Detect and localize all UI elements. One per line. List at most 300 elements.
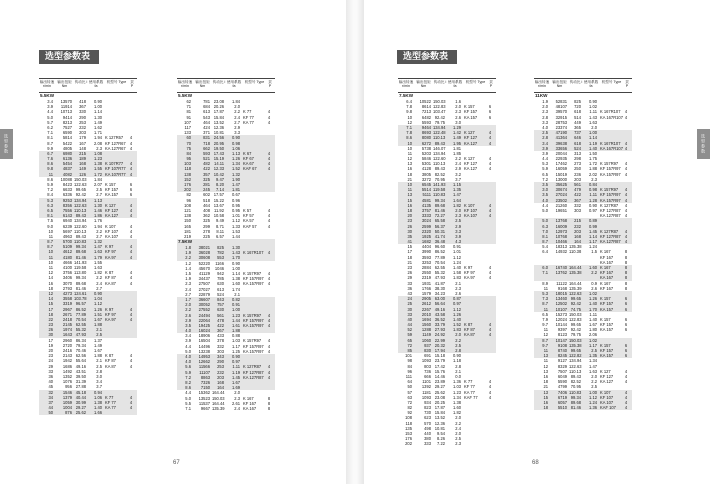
table-cell: 1149 bbox=[422, 332, 431, 338]
left-page bbox=[0, 0, 346, 484]
table-cell: 1.01 bbox=[232, 213, 240, 219]
table-cell: 1.40 bbox=[94, 405, 102, 411]
table-cell: 92.42 bbox=[570, 327, 581, 333]
table-cell: 2.7 bbox=[96, 233, 102, 239]
row-group bbox=[177, 135, 275, 192]
table-cell: 8 bbox=[624, 280, 628, 286]
table-cell: 13460 bbox=[555, 296, 567, 302]
table-cell: K 127R87 bbox=[600, 202, 619, 208]
row-group bbox=[398, 146, 496, 182]
table-cell: 1.63 bbox=[589, 368, 597, 374]
table-cell: 1.00 bbox=[94, 104, 102, 110]
table-cell: 1.94 bbox=[94, 135, 102, 141]
table-cell: 2.8 bbox=[542, 114, 548, 120]
table-cell: KA 77 bbox=[464, 389, 475, 395]
table-cell: 1.06 bbox=[94, 394, 102, 400]
table-cell: 1.30 bbox=[94, 202, 102, 208]
column-header: 输出转速 r/min bbox=[177, 80, 193, 89]
table-cell: 33 bbox=[407, 280, 412, 286]
table-cell: KF 167 bbox=[600, 254, 614, 260]
table-cell: 44 bbox=[48, 405, 53, 411]
table-cell: 4 bbox=[624, 228, 628, 234]
table-cell: 13000 bbox=[555, 176, 567, 182]
table-cell: 5846 bbox=[421, 156, 431, 162]
table-cell: 8 bbox=[624, 265, 628, 270]
table-cell: 1.9 bbox=[185, 276, 191, 282]
table-cell bbox=[129, 410, 135, 415]
table-cell: 8 bbox=[624, 249, 628, 255]
table-cell: 6.7 bbox=[47, 150, 53, 156]
table-cell: 6 bbox=[624, 342, 628, 348]
table-cell: 9.49 bbox=[216, 218, 224, 224]
table-cell: 2.7 bbox=[96, 192, 102, 198]
table-cell: 10466 bbox=[555, 239, 567, 245]
table-cell: 12662 bbox=[198, 359, 210, 365]
table-cell: 96.57 bbox=[75, 301, 86, 307]
table-cell: 15019 bbox=[555, 171, 567, 177]
table-cell: 1.63 bbox=[94, 249, 102, 255]
table-cell: 99.65 bbox=[75, 187, 86, 193]
table-cell: 1.08 bbox=[94, 150, 102, 156]
table-cell: 92 bbox=[407, 410, 412, 416]
table-cell: 1931 bbox=[421, 280, 431, 286]
table-cell: 164.44 bbox=[212, 390, 225, 396]
table-cell: 203 bbox=[79, 130, 86, 136]
row-group bbox=[177, 354, 275, 390]
table-cell: 12.36 bbox=[434, 420, 445, 426]
column-header: 机型号 Type bbox=[601, 80, 622, 84]
column-header: 机型号 Type bbox=[465, 80, 486, 84]
table-cell: 141.93 bbox=[74, 259, 87, 265]
table-cell: 24 bbox=[407, 296, 412, 302]
table-cell: 41.87 bbox=[434, 280, 445, 286]
table-cell: 168 bbox=[217, 379, 224, 385]
table-cell: 8.1 bbox=[47, 213, 53, 219]
table-cell: 62.55 bbox=[434, 265, 445, 270]
table-cell: 41129 bbox=[198, 271, 210, 276]
table-cell: 4 bbox=[267, 156, 271, 162]
table-cell: 70.54 bbox=[75, 316, 86, 322]
table-cell: 2.0 bbox=[234, 104, 240, 110]
table-cell: 10 bbox=[407, 145, 412, 151]
table-cell: 13 bbox=[543, 389, 548, 395]
table-cell: 5111 bbox=[422, 192, 431, 198]
row-group bbox=[534, 130, 632, 151]
table-cell: 33 bbox=[407, 311, 412, 317]
table-cell: 1.32 bbox=[232, 171, 240, 177]
table-cell: 2.0 bbox=[455, 332, 461, 338]
table-cell: 2.0 bbox=[185, 302, 191, 308]
table-cell: KF 107R77 bbox=[105, 166, 126, 172]
table-cell: 32915 bbox=[555, 114, 567, 120]
table-cell: 4135 bbox=[421, 202, 431, 208]
table-cell: 121 bbox=[184, 207, 191, 213]
table-cell: 6.0 bbox=[542, 265, 548, 270]
table-cell: 4 bbox=[129, 363, 133, 369]
table-cell: 4 bbox=[624, 399, 628, 405]
table-cell: 2.1 bbox=[455, 280, 461, 286]
table-cell: 99.34 bbox=[570, 394, 581, 400]
table-header bbox=[39, 78, 137, 93]
table-cell: 8.26 bbox=[437, 436, 445, 442]
table-cell: 1.00 bbox=[589, 389, 597, 395]
table-cell: 122.83 bbox=[569, 316, 582, 322]
table-cell: 6.5 bbox=[542, 311, 548, 317]
table-cell: K 157 bbox=[105, 182, 116, 187]
table-cell: 4 bbox=[129, 394, 133, 400]
row-group bbox=[534, 358, 632, 389]
table-cell: K 167R107 bbox=[600, 109, 621, 115]
table-header bbox=[398, 78, 496, 93]
table-cell: 2.5 bbox=[542, 130, 548, 136]
table-cell: 313 bbox=[574, 150, 581, 156]
column-header: 传动比 i bbox=[74, 80, 88, 84]
table-cell: 4 bbox=[267, 213, 271, 219]
table-cell: 39.50 bbox=[75, 373, 86, 379]
table-cell: 2.61 bbox=[232, 400, 240, 406]
table-cell: 9108 bbox=[557, 342, 567, 348]
table-cell: KAF 67 bbox=[243, 166, 257, 172]
table-cell: 72 bbox=[407, 399, 412, 405]
table-cell: 5593 bbox=[421, 119, 431, 125]
table-cell: 4273 bbox=[62, 290, 72, 296]
table-cell: 11 bbox=[543, 348, 548, 353]
table-cell: 1.8 bbox=[185, 245, 191, 251]
table-cell: 1942 bbox=[62, 358, 72, 364]
table-cell: 1.30 bbox=[232, 245, 240, 251]
table-cell: 70.54 bbox=[434, 259, 445, 265]
table-cell: 1.83 bbox=[453, 327, 461, 333]
table-cell: 2.08 bbox=[94, 140, 102, 146]
table-cell: 2.1 bbox=[455, 368, 461, 374]
table-cell: 17.87 bbox=[213, 109, 224, 115]
table-cell: 4 bbox=[624, 187, 628, 193]
table-cell: 110.83 bbox=[569, 389, 582, 395]
table-cell: 4 bbox=[129, 405, 133, 411]
table-cell: 9.9 bbox=[47, 145, 53, 151]
table-cell: 45.18 bbox=[75, 389, 86, 395]
table-cell: 11 bbox=[407, 187, 412, 193]
table-cell: 12502 bbox=[555, 301, 567, 307]
table-cell: KF 127 bbox=[600, 373, 614, 379]
table-cell: 9.0 bbox=[47, 223, 53, 229]
table-cell: 150.03 bbox=[433, 99, 446, 104]
table-cell: 215 bbox=[79, 150, 86, 156]
table-cell: 134.94 bbox=[433, 150, 446, 156]
table-cell: 63 bbox=[407, 394, 412, 400]
table-cell: 110.13 bbox=[74, 228, 87, 234]
table-cell: 1.38 bbox=[453, 399, 461, 405]
table-cell: 110.13 bbox=[569, 368, 582, 374]
table-cell bbox=[463, 441, 488, 446]
table-cell: 831 bbox=[203, 135, 210, 141]
table-cell: 4 bbox=[129, 223, 133, 229]
column-header: 使用系数 fa bbox=[226, 80, 242, 89]
table-cell: 1.40 bbox=[453, 316, 461, 322]
table-cell: 1181 bbox=[422, 389, 431, 395]
table-cell: 1.63 bbox=[94, 265, 102, 270]
column-header: 输出转速 r/min bbox=[398, 80, 414, 89]
table-cell: KA 57 bbox=[243, 218, 254, 224]
table-cell: KA 127 bbox=[464, 140, 478, 146]
table-cell: 1.00 bbox=[589, 130, 597, 136]
table-cell: 5700 bbox=[62, 239, 72, 245]
table-cell: 23 bbox=[407, 265, 412, 270]
table-cell: 14 bbox=[48, 275, 53, 281]
row-group bbox=[39, 177, 137, 198]
table-cell: 62.56 bbox=[75, 353, 86, 359]
table-cell: 1925 bbox=[421, 233, 431, 239]
table-cell: 1.83 bbox=[453, 275, 461, 281]
table-cell: 5814 bbox=[62, 135, 72, 141]
table-cell: 3.9 bbox=[542, 150, 548, 156]
table-cell: 4 bbox=[488, 379, 492, 385]
table-cell: 43 bbox=[407, 290, 412, 296]
table-cell: 108 bbox=[184, 202, 191, 208]
table-cell: 25.62 bbox=[75, 410, 86, 416]
table-cell: 52 bbox=[407, 327, 412, 333]
table-cell: KF 127R87 bbox=[600, 233, 621, 239]
table-cell: K 97 bbox=[464, 265, 473, 270]
column-header: 输出扭矩 Nm bbox=[552, 80, 567, 89]
table-cell: 37 bbox=[48, 399, 53, 405]
table-cell: 4 bbox=[488, 327, 492, 333]
table-cell: 2.9 bbox=[455, 223, 461, 229]
table-cell: 0.90 bbox=[589, 202, 597, 208]
table-cell: 1.15 bbox=[453, 182, 461, 187]
table-cell: 0.95 bbox=[232, 202, 240, 208]
table-cell: 146.07 bbox=[433, 145, 446, 151]
table-cell: 6239 bbox=[62, 223, 72, 229]
table-cell: 45 bbox=[48, 384, 53, 390]
table-cell: 12 bbox=[48, 290, 53, 296]
section-title: 选型参数表 bbox=[39, 50, 99, 64]
table-cell: 10 bbox=[48, 228, 53, 234]
table-cell: 4 bbox=[267, 114, 271, 120]
table-cell: 5.7 bbox=[47, 119, 53, 125]
table-cell: 299 bbox=[203, 223, 210, 229]
table-cell: 1288 bbox=[421, 327, 431, 333]
table-cell: 1.66 bbox=[94, 410, 102, 416]
table-cell: K 87 bbox=[105, 353, 114, 359]
table-cell: 0.67 bbox=[232, 192, 240, 198]
column-header: 输出扭矩 Nm bbox=[57, 80, 72, 89]
table-cell: KA 157R97 bbox=[243, 348, 264, 354]
table-cell: 2.3 bbox=[455, 285, 461, 291]
table-cell: 5.9 bbox=[185, 369, 191, 375]
table-cell: 11 bbox=[48, 254, 53, 260]
table-cell: 36028 bbox=[198, 250, 210, 256]
table-cell: 2793 bbox=[62, 285, 72, 291]
table-cell: 0.90 bbox=[453, 353, 461, 359]
table-cell: 1059 bbox=[62, 399, 72, 405]
table-cell: 1.40 bbox=[589, 145, 597, 151]
side-tab-left bbox=[0, 129, 13, 159]
table-cell: 514 bbox=[574, 114, 581, 120]
side-tab-label: 选型参数 bbox=[701, 134, 706, 154]
table-cell: 8.1 bbox=[47, 135, 53, 141]
table-cell: 3272 bbox=[421, 176, 431, 182]
table-cell: 86.52 bbox=[75, 306, 86, 312]
table-cell: 4 bbox=[488, 213, 492, 219]
table-cell: 1.63 bbox=[589, 119, 597, 125]
table-cell: K 127 bbox=[600, 368, 611, 374]
table-cell: 29.27 bbox=[434, 384, 445, 390]
table-cell: 1.06 bbox=[232, 145, 240, 151]
table-cell: 22.99 bbox=[434, 337, 445, 343]
table-cell: 134.94 bbox=[433, 124, 446, 130]
table-cell: 25.62 bbox=[434, 389, 445, 395]
column-header: 使用系数 fa bbox=[583, 80, 599, 89]
column-header: 机型号 Type bbox=[244, 80, 265, 84]
table-cell: K 107 bbox=[105, 223, 116, 229]
table-cell: 4 bbox=[129, 280, 133, 286]
table-cell: 138 bbox=[184, 171, 191, 177]
table-cell: 5.0 bbox=[542, 207, 548, 213]
table-cell: 7213 bbox=[421, 109, 431, 115]
table-cell: KF 107 bbox=[600, 394, 614, 400]
table-cell: 4 bbox=[624, 145, 628, 151]
table-cell: 4 bbox=[267, 276, 271, 282]
table-cell: 21260 bbox=[555, 202, 567, 208]
table-cell: 27507 bbox=[198, 281, 210, 287]
table-cell: 2.8 bbox=[96, 368, 102, 374]
column-header: 使用系数 fa bbox=[447, 80, 463, 89]
table-cell: 6.3 bbox=[47, 202, 53, 208]
table-cell: 72 bbox=[407, 342, 412, 348]
table-cell: 86.34 bbox=[75, 337, 86, 343]
table-cell: 13523 bbox=[198, 395, 210, 401]
table-cell: 7.5 bbox=[47, 218, 53, 224]
table-cell: 10 bbox=[48, 249, 53, 255]
table-cell: 8080 bbox=[421, 135, 431, 141]
table-cell: 14932 bbox=[555, 249, 567, 255]
table-cell: 1.55 bbox=[94, 259, 102, 265]
table-cell: 122.63 bbox=[569, 290, 582, 296]
table-cell: 150.03 bbox=[569, 311, 582, 317]
row-group bbox=[177, 261, 275, 297]
table-cell: 0.90 bbox=[94, 290, 102, 296]
table-cell: 2.2 bbox=[96, 275, 102, 281]
row-group bbox=[534, 93, 632, 130]
table-cell: 13768 bbox=[555, 218, 567, 224]
table-cell: 3.7 bbox=[96, 384, 102, 390]
row-group bbox=[534, 244, 632, 265]
table-cell: 6545 bbox=[421, 182, 431, 187]
table-cell: K 67 bbox=[243, 150, 252, 156]
table-cell: 876 bbox=[65, 410, 72, 416]
row-group bbox=[39, 151, 137, 177]
table-cell: K 77 bbox=[464, 379, 473, 385]
table-cell: 1.67 bbox=[94, 316, 102, 322]
table-cell: 1379 bbox=[62, 394, 72, 400]
table-cell: 23374 bbox=[555, 124, 567, 130]
table-cell: 8213 bbox=[62, 119, 72, 125]
table-cell: 2320 bbox=[421, 228, 431, 234]
table-cell: 9414 bbox=[62, 114, 72, 120]
table-cell: 1.72 bbox=[589, 161, 597, 167]
table-cell: KA 127R87 bbox=[600, 239, 621, 245]
table-cell: 1.81 bbox=[453, 145, 461, 151]
table-cell: 34.23 bbox=[434, 290, 445, 296]
table-cell: 561 bbox=[217, 312, 224, 318]
table-cell: 20.95 bbox=[213, 140, 224, 146]
table-cell: 19425 bbox=[198, 322, 210, 328]
table-cell: 12 bbox=[407, 156, 412, 162]
table-cell: 135.39 bbox=[569, 285, 582, 291]
table-cell: 82.52 bbox=[434, 171, 445, 177]
table-cell: 110.13 bbox=[433, 161, 446, 167]
table-cell: 0.97 bbox=[589, 207, 597, 213]
table-cell: 2.9 bbox=[455, 166, 461, 172]
table-cell: 1.42 bbox=[453, 130, 461, 136]
table-cell: 0.94 bbox=[94, 389, 102, 395]
table-cell: 111 bbox=[405, 373, 412, 379]
table-cell: 2.2 bbox=[591, 270, 597, 276]
table-cell: KA 127R87 bbox=[243, 374, 264, 380]
table-cell: 11 bbox=[48, 233, 53, 239]
table-cell: KA 157R97 bbox=[243, 281, 264, 287]
table-cell: 13570 bbox=[60, 99, 72, 104]
table-cell: 135 bbox=[405, 425, 412, 431]
table-cell: 1.81 bbox=[232, 187, 240, 193]
table-cell: 6482 bbox=[421, 114, 431, 120]
table-cell: 203 bbox=[574, 176, 581, 182]
table-cell: 4 bbox=[488, 207, 492, 213]
table-cell: 10713 bbox=[60, 109, 72, 115]
table-cell: 6.5 bbox=[542, 171, 548, 177]
table-cell: 367 bbox=[217, 328, 224, 334]
table-cell: 4666 bbox=[62, 259, 72, 265]
table-cell: 8356 bbox=[62, 202, 72, 208]
table-cell: 1.23 bbox=[232, 312, 240, 318]
table-cell: 0.90 bbox=[232, 260, 240, 266]
table-cell: 478 bbox=[217, 317, 224, 323]
table-cell: KA 127 bbox=[600, 379, 614, 385]
table-cell: 8.9 bbox=[542, 280, 548, 286]
table-cell: 4 bbox=[129, 207, 133, 213]
table-cell: 332 bbox=[574, 202, 581, 208]
table-cell: 15273 bbox=[555, 311, 567, 317]
column-header: 输出转速 r/min bbox=[534, 80, 550, 89]
table-cell: 1.12 bbox=[453, 254, 461, 260]
table-cell: 823 bbox=[424, 405, 431, 411]
table-cell: 20.26 bbox=[213, 104, 224, 110]
table-cell: 1.40 bbox=[589, 316, 597, 322]
table-cell: 1.47 bbox=[94, 244, 102, 250]
table-cell: 153 bbox=[405, 431, 412, 436]
table-cell: 7406 bbox=[557, 389, 567, 395]
table-cell: KF 157R97 bbox=[243, 317, 264, 323]
table-cell: 1.38 bbox=[232, 276, 240, 282]
table-cell: 4.0 bbox=[185, 354, 191, 359]
table-cell: 13.52 bbox=[213, 119, 224, 125]
table-cell: K 107 bbox=[600, 389, 611, 395]
row-group bbox=[398, 93, 496, 125]
table-cell: 2.5 bbox=[455, 218, 461, 224]
table-cell: 18 bbox=[48, 311, 53, 317]
table-cell: 5.3 bbox=[542, 161, 548, 167]
table-cell: 6 bbox=[624, 306, 628, 312]
table-cell: 117 bbox=[184, 124, 191, 130]
table-cell: 433 bbox=[217, 333, 224, 339]
table-cell: 1.9 bbox=[185, 250, 191, 256]
table-cell: 150.03 bbox=[212, 395, 225, 401]
table-cell: 13 bbox=[543, 368, 548, 374]
table-cell: 17 bbox=[48, 337, 53, 343]
table-cell: KF 157R97 bbox=[600, 192, 621, 198]
table-cell: 1.9 bbox=[542, 99, 548, 104]
